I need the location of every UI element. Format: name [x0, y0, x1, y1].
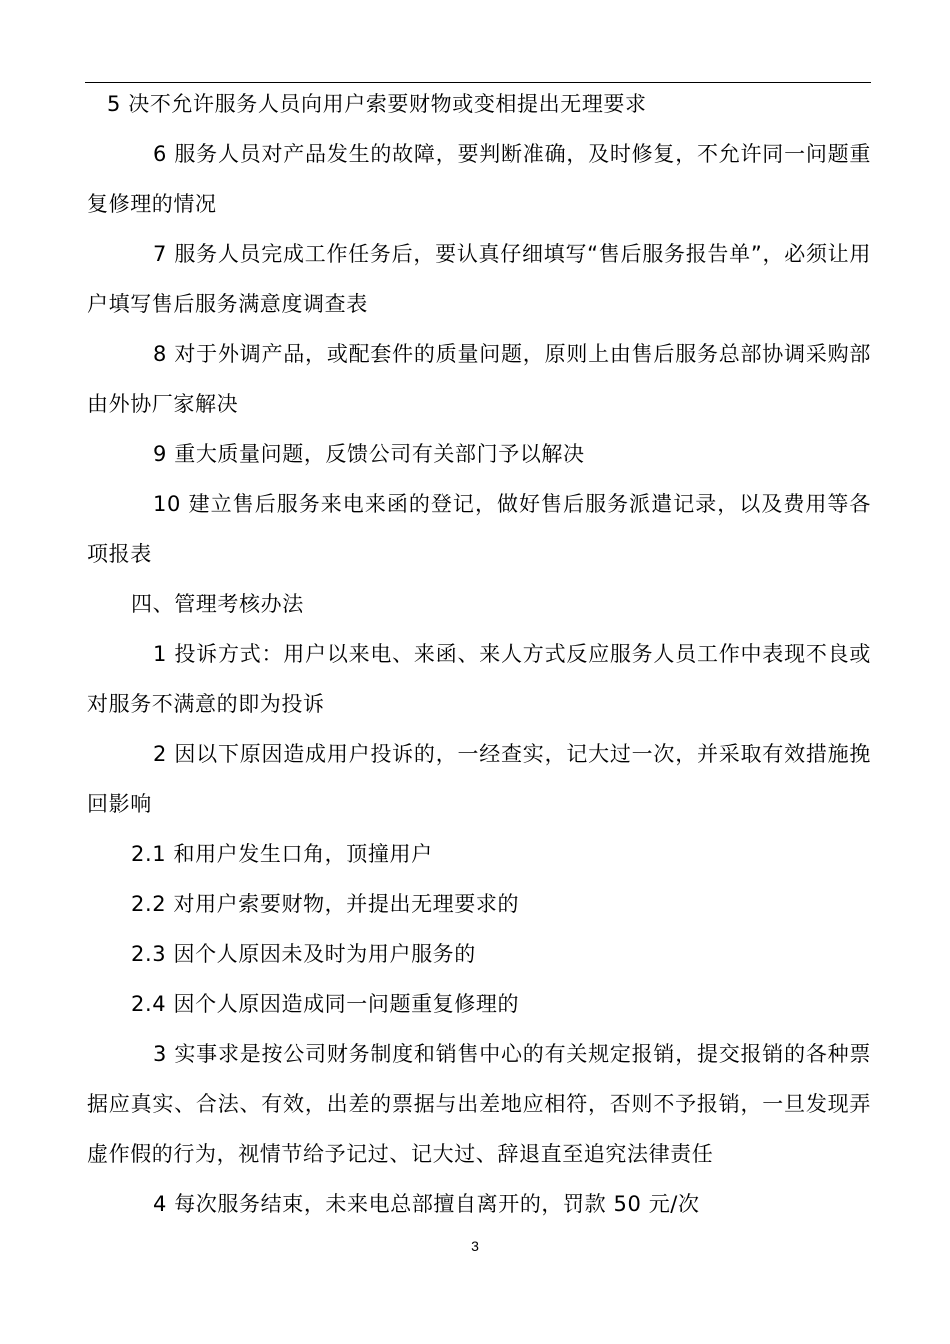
paragraph-item-6: 6 服务人员对产品发生的故障，要判断准确，及时修复，不允许同一问题重复修理的情况 [87, 142, 871, 216]
page-number: 3 [471, 1238, 479, 1254]
paragraph-complaint-method: 1 投诉方式：用户以来电、来函、来人方式反应服务人员工作中表现不良或对服务不满意的即为投诉 [87, 642, 871, 716]
sub-item-2-1: 2.1 和用户发生口角，顶撞用户 [131, 842, 433, 866]
section-heading-management: 四、管理考核办法 [131, 592, 304, 616]
paragraph-item-7: 7 服务人员完成工作任务后，要认真仔细填写“售后服务报告单”，必须让用户填写售后服务满意度调查表 [87, 242, 871, 316]
paragraph-item-5: 5 决不允许服务人员向用户索要财物或变相提出无理要求 [107, 92, 647, 116]
paragraph-item-10: 10 建立售后服务来电来函的登记，做好售后服务派遣记录，以及费用等各项报表 [87, 492, 871, 566]
sub-item-2-4: 2.4 因个人原因造成同一问题重复修理的 [131, 992, 520, 1016]
paragraph-complaint-penalty: 2 因以下原因造成用户投诉的，一经查实，记大过一次，并采取有效措施挽回影响 [87, 742, 871, 816]
paragraph-fine: 4 每次服务结束，未来电总部擅自离开的，罚款 50 元/次 [153, 1192, 700, 1216]
paragraph-reimbursement: 3 实事求是按公司财务制度和销售中心的有关规定报销，提交报销的各种票据应真实、合法、有效，出差的票据与出差地应相符，否则不予报销，一旦发现弄虚作假的行为，视情节给予记过、记大过、辞退直至追究法律责任 [87, 1042, 871, 1166]
sub-item-2-3: 2.3 因个人原因未及时为用户服务的 [131, 942, 476, 966]
sub-item-2-2: 2.2 对用户索要财物，并提出无理要求的 [131, 892, 520, 916]
paragraph-item-9: 9 重大质量问题，反馈公司有关部门予以解决 [153, 442, 585, 466]
paragraph-item-8: 8 对于外调产品，或配套件的质量问题，原则上由售后服务总部协调采购部由外协厂家解决 [87, 342, 871, 416]
